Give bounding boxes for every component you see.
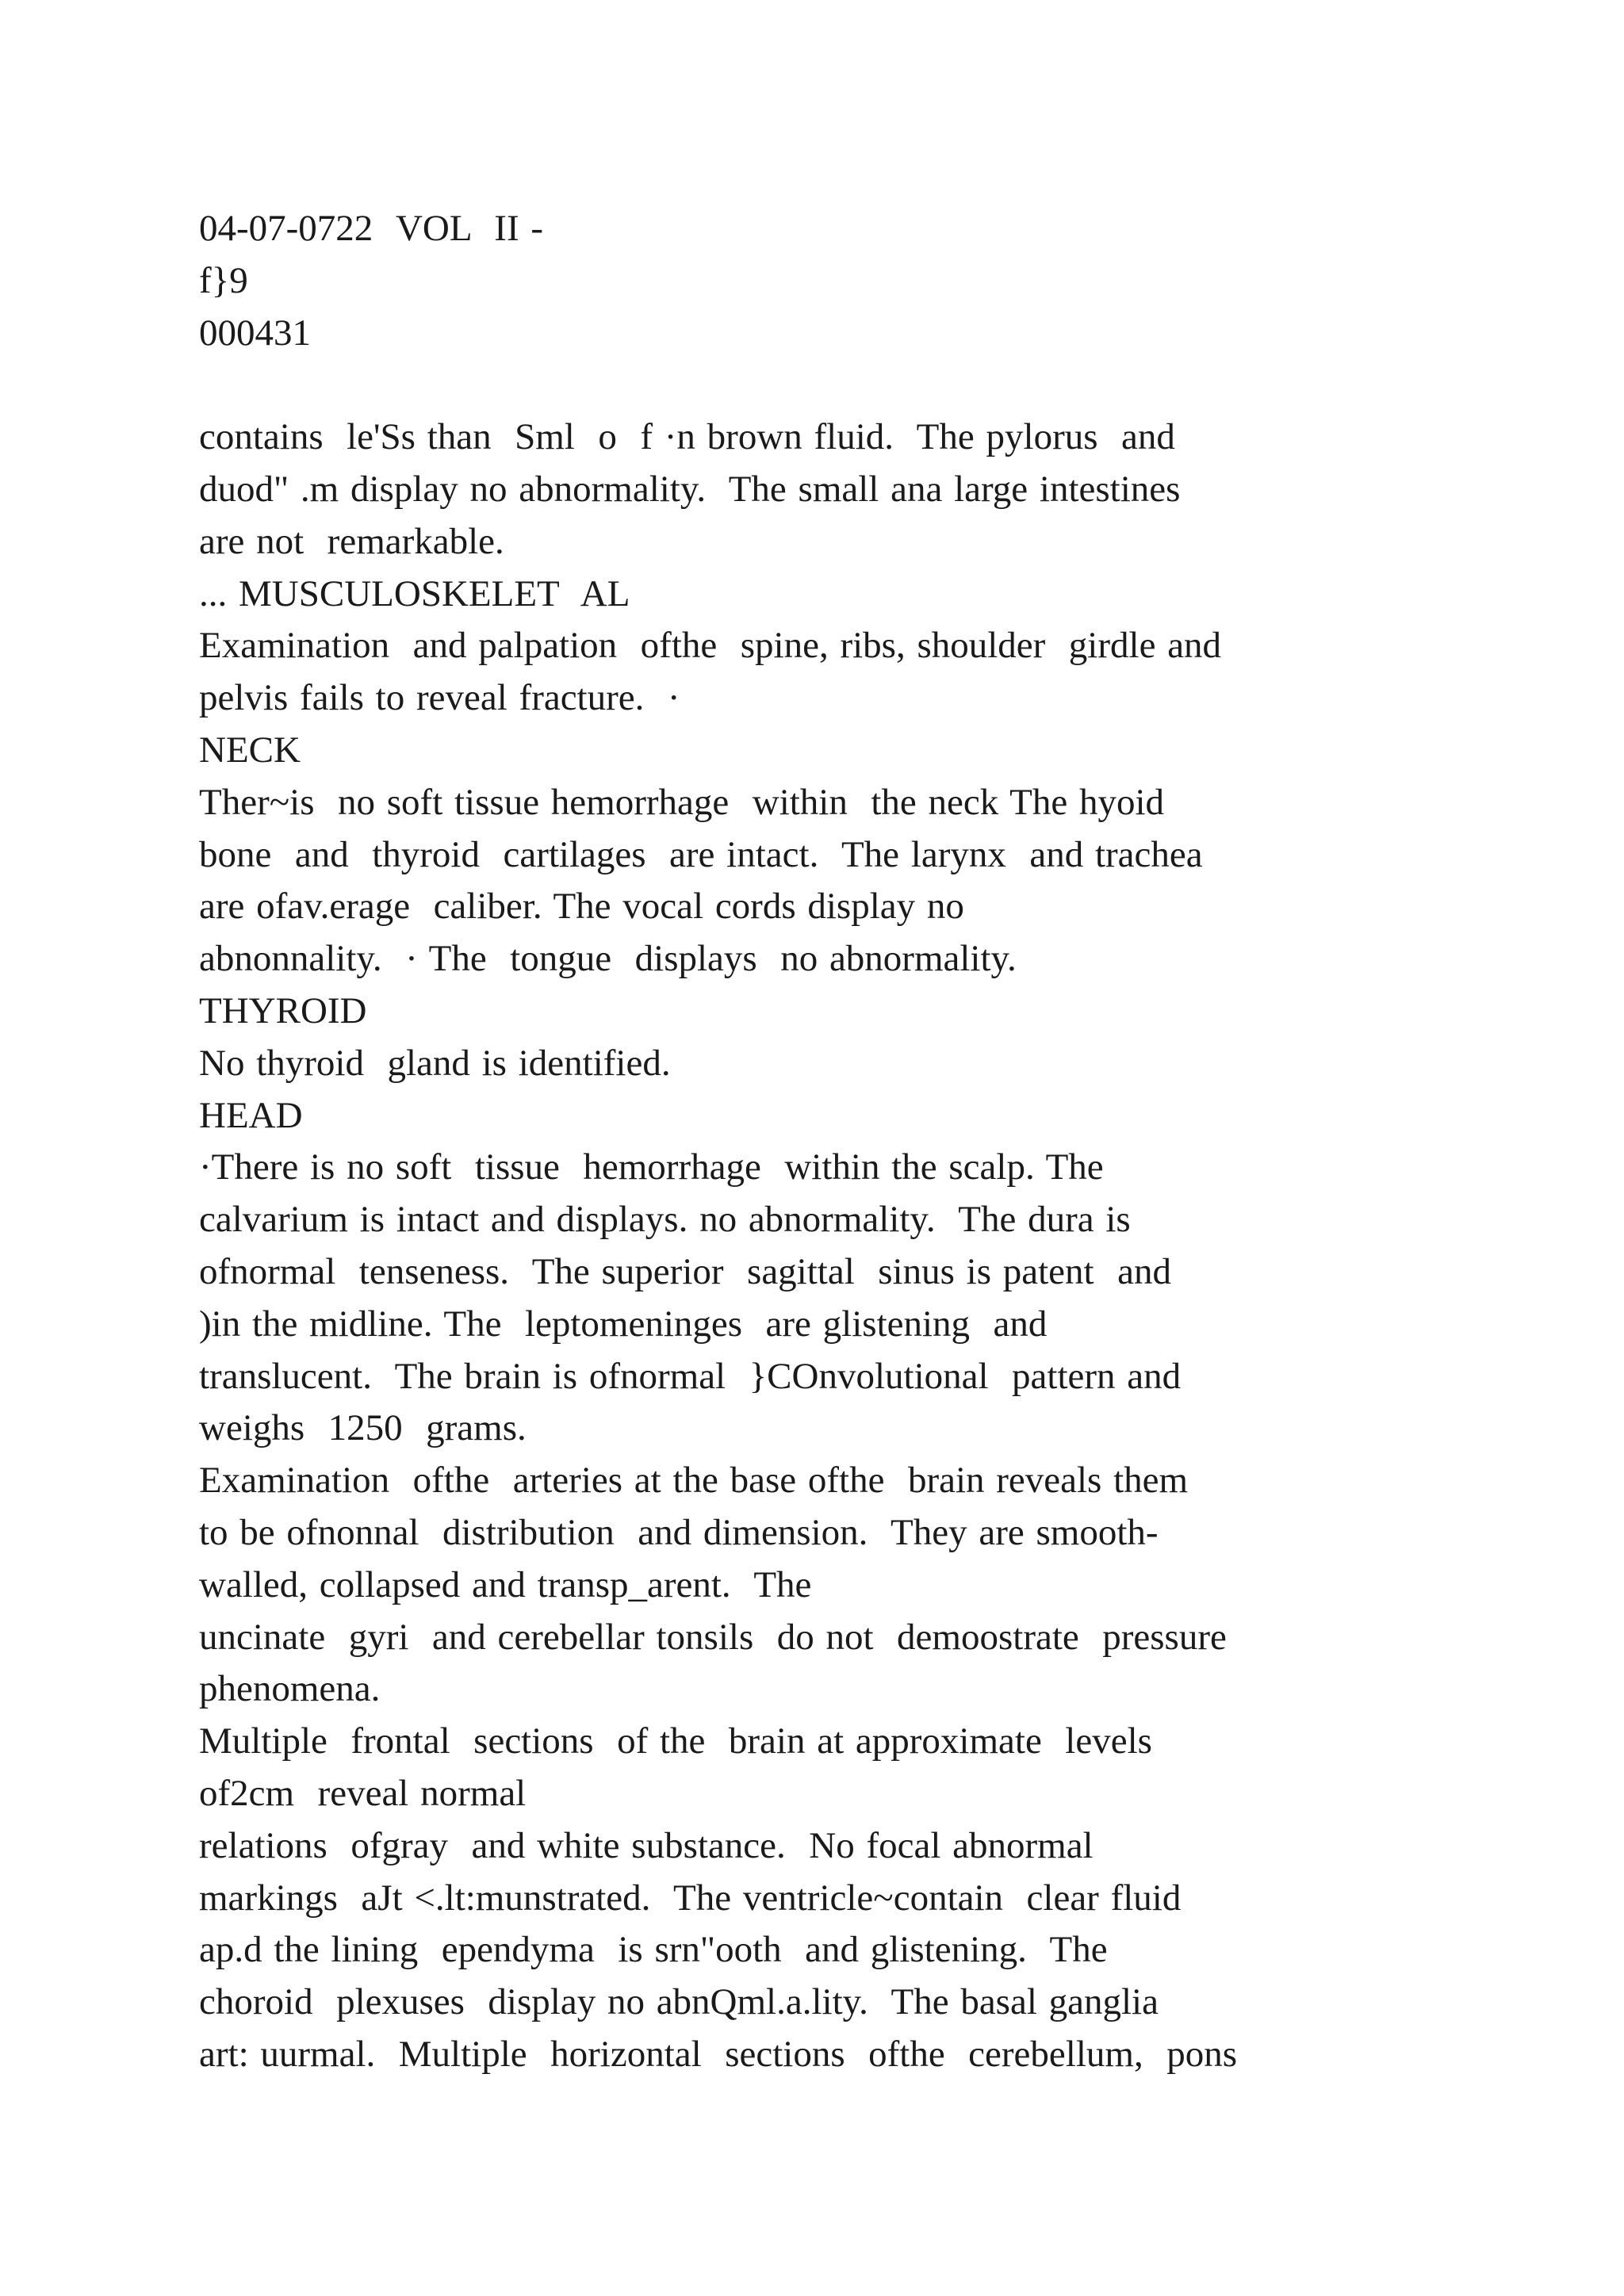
body-line: phenomena.	[199, 1668, 381, 1710]
body-line: translucent. The brain is ofnormal }COnvolutional pattern and	[199, 1355, 1182, 1397]
body-line: Examination and palpation ofthe spine, ribs, shoulder girdle and	[199, 625, 1222, 667]
body-line: choroid plexuses display no abnQml.a.lity. The basal ganglia	[199, 1981, 1159, 2023]
body-line: weighs 1250 grams.	[199, 1407, 527, 1449]
section-heading-thyroid: THYROID	[199, 989, 367, 1031]
section-heading-head: HEAD	[199, 1094, 303, 1136]
body-line: Examination ofthe arteries at the base ofthe brain reveals them	[199, 1460, 1189, 1502]
body-line: No thyroid gland is identified.	[199, 1042, 671, 1084]
document-text	[199, 203, 1436, 2081]
body-line: contains le'Ss than Sml o f ·n brown fluid. The pylorus and	[199, 416, 1175, 458]
body-line: ·There is no soft tissue hemorrhage within the scalp. The	[199, 1146, 1104, 1188]
body-line: of2cm reveal normal	[199, 1772, 527, 1814]
section-heading-neck: NECK	[199, 729, 301, 771]
body-line: abnonnality. · The tongue displays no abnormality.	[199, 938, 1017, 980]
paragraph-gap	[199, 359, 1436, 411]
section-heading-musculoskeletal: ... MUSCULOSKELET AL	[199, 572, 630, 614]
body-line: walled, collapsed and transp_arent. The	[199, 1563, 812, 1605]
body-line: to be ofnonnal distribution and dimension. They are smooth-	[199, 1511, 1159, 1553]
body-line: ofnormal tenseness. The superior sagittal sinus is patent and	[199, 1250, 1171, 1292]
body-line: )in the midline. The leptomeninges are glistening and	[199, 1303, 1048, 1345]
body-line: markings aJt <.lt:munstrated. The ventricle~contain clear fluid	[199, 1877, 1182, 1919]
body-line: calvarium is intact and displays. no abnormality. The dura is	[199, 1199, 1131, 1241]
header-line-case-number: 04-07-0722 VOL II -	[199, 208, 544, 249]
body-line: are not remarkable.	[199, 520, 504, 562]
body-line: Multiple frontal sections of the brain at approximate levels	[199, 1720, 1152, 1762]
body-line: duod" .m display no abnormality. The small ana large intestines	[199, 468, 1181, 510]
body-line: art: uurmal. Multiple horizontal sections ofthe cerebellum, pons	[199, 2033, 1237, 2075]
header-line-page-number: 000431	[199, 312, 311, 354]
header-line-mark: f}9	[199, 259, 248, 301]
body-line: Ther~is no soft tissue hemorrhage within the neck The hyoid	[199, 781, 1165, 823]
body-line: bone and thyroid cartilages are intact. The larynx and trachea	[199, 833, 1203, 875]
body-line: relations ofgray and white substance. No focal abnormal	[199, 1824, 1094, 1866]
body-line: ap.d the lining ependyma is srn"ooth and glistening. The	[199, 1929, 1108, 1971]
body-line: uncinate gyri and cerebellar tonsils do not demoostrate pressure	[199, 1616, 1227, 1658]
body-line: pelvis fails to reveal fracture. ·	[199, 677, 680, 719]
body-line: are ofav.erage caliber. The vocal cords display no	[199, 886, 964, 928]
